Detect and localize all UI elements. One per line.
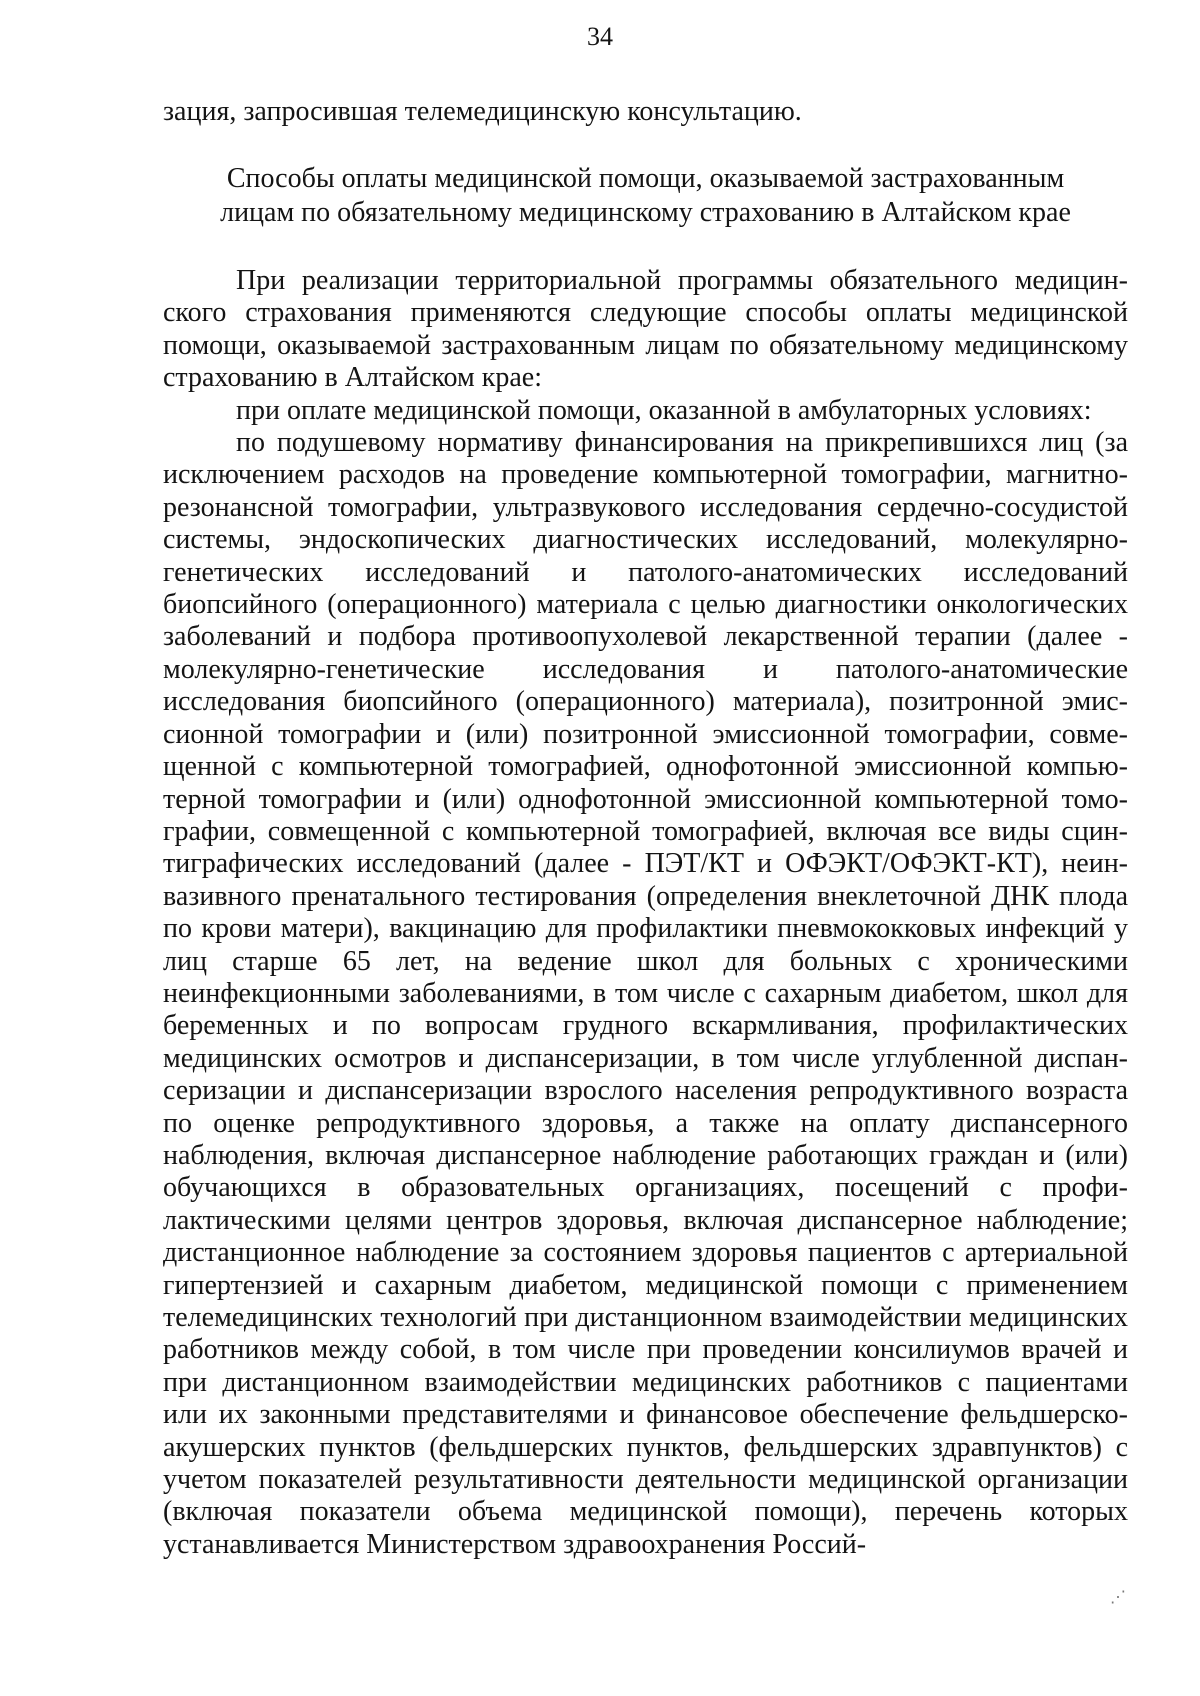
section-heading — [163, 162, 1128, 230]
paragraph-ambulatory: при оплате медицинской помощи, оказанной в амбулаторных условиях: — [236, 394, 1092, 426]
paragraph-per-capita: по подушевому нормативу финансирования на прикрепившихся лиц (за исключением расходов на проведение компьютерной томографии, магнитно-резонансной томографии, ультразвукового исследования сердечно-сосудистой системы, эндоскопических диагностических исследований, молекулярно-генетических исследований и патолого-анатомических исследований биопсийного (операционного) материала с целью диагностики онкологических заболеваний и подбора противоопухолевой лекарственной терапии (далее - молекулярно-генетические исследования и патолого-анатомические исследования биопсийного (операционного) материала), позитронной эмиссионной томографии и (или) позитронной эмиссионной томографии, совмещенной с компьютерной томографией, однофотонной эмиссионной компьютерной томографии и (или) однофотонной эмиссионной компьютерной томографии, совмещенной с компьютерной томографией, включая все виды сцинтиграфических исследований (далее - ПЭТ/КТ и ОФЭКТ/ОФЭКТ-КТ), неинвазивного пренатального тестирования (определения внеклеточной ДНК плода по крови матери), вакцинацию для профилактики пневмококковых инфекций у лиц старше 65 лет, на ведение школ для больных с хроническими неинфекционными заболеваниями, в том числе с сахарным диабетом, школ для беременных и по вопросам грудного вскармливания, профилактических медицинских осмотров и диспансеризации, в том числе углубленной диспансеризации и диспансеризации взрослого населения репродуктивного возраста по оценке репродуктивного здоровья, а также на оплату диспансерного наблюдения, включая диспансерное наблюдение работающих граждан и (или) обучающихся в образовательных организациях, посещений с профилактическими целями центров здоровья, включая диспансерное наблюдение; дистанционное наблюдение за состоянием здоровья пациентов с артериальной гипертензией и сахарным диабетом, медицинской помощи с применением телемедицинских технологий при дистанционном взаимодействии медицинских работников между собой, в том числе при проведении консилиумов врачей и при дистанционном взаимодействии медицинских работников с пациентами или их законными представителями и финансовое обеспечение фельдшерско-акушерских пунктов (фельдшерских пунктов, фельдшерских здравпунктов) с учетом показателей результативности деятельности медицинской организации (включая показатели объема медицинской помощи), перечень которых устанавливается Министерством здравоохранения Россий- — [163, 427, 1128, 1560]
page-number: 34 — [587, 22, 613, 51]
section-heading-line-1: Способы оплаты медицинской помощи, оказываемой застрахованным — [226, 163, 1065, 194]
section-heading-line-2: лицам по обязательному медицинскому страхованию в Алтайском крае — [220, 197, 1071, 228]
paragraph-intro: При реализации территориальной программы обязательного медицинского страхования применяются следующие способы оплаты медицинской помощи, оказываемой застрахованным лицам по обязательному медицинскому страхованию в Алтайском крае: — [163, 265, 1128, 394]
body-text — [163, 265, 1128, 1561]
continuation-line: зация, запросившая телемедицинскую консультацию. — [163, 96, 802, 127]
scan-speck: ⋰ — [1110, 1589, 1126, 1606]
